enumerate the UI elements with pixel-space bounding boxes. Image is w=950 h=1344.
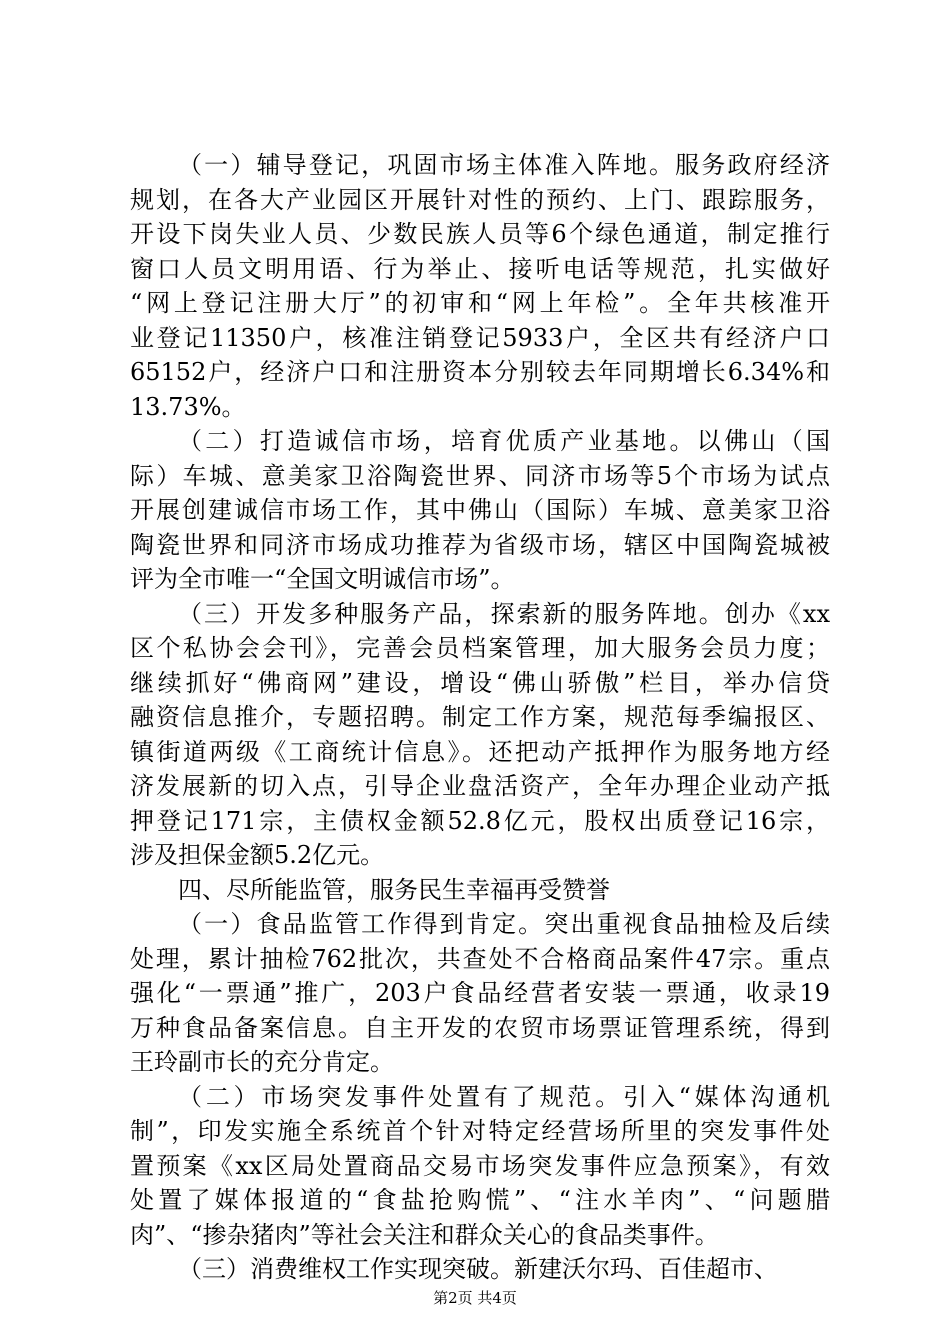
text-line: 万种食品备案信息。自主开发的农贸市场票证管理系统，得到 xyxy=(130,1013,830,1042)
text-line: 区个私协会会刊》，完善会员档案管理，加大服务会员力度； xyxy=(130,634,830,662)
paragraph xyxy=(130,1080,830,1253)
text-line: 继续抓好“佛商网”建设，增设“佛山骄傲”栏目，举办信贷 xyxy=(130,668,830,697)
document-body xyxy=(130,148,830,1287)
text-line: 开展创建诚信市场工作，其中佛山（国际）车城、意美家卫浴 xyxy=(130,496,830,524)
text-line: 押登记171宗，主债权金额52.8亿元，股权出质登记16宗， xyxy=(130,806,830,835)
text-line: “网上登记注册大厅”的初审和“网上年检”。全年共核准开 xyxy=(130,289,830,317)
text-line: （二）市场突发事件处置有了规范。引入“媒体沟通机 xyxy=(178,1082,830,1111)
text-line: 济发展新的切入点，引导企业盘活资产，全年办理企业动产抵 xyxy=(130,772,830,800)
text-line: 规划，在各大产业园区开展针对性的预约、上门、跟踪服务， xyxy=(130,185,830,214)
page-number-label: 第2页 共4页 xyxy=(433,1289,517,1307)
text-line: （三）消费维权工作实现突破。新建沃尔玛、百佳超市、 xyxy=(178,1255,778,1283)
text-line: （一）食品监管工作得到肯定。突出重视食品抽检及后续 xyxy=(178,910,830,938)
text-line: 强化“一票通”推广，203户食品经营者安装一票通，收录19 xyxy=(130,979,830,1007)
text-line: 65152户，经济户口和注册资本分别较去年同期增长6.34%和 xyxy=(130,358,830,386)
text-line: 镇街道两级《工商统计信息》。还把动产抵押作为服务地方经 xyxy=(130,737,830,766)
text-line: 处理，累计抽检762批次，共查处不合格商品案件47宗。重点 xyxy=(130,944,830,973)
text-line: 肉”、“掺杂猪肉”等社会关注和群众关心的食品类事件。 xyxy=(130,1220,719,1249)
paragraph xyxy=(130,597,830,873)
page-footer xyxy=(0,1287,950,1308)
text-line: 涉及担保金额5.2亿元。 xyxy=(130,841,385,869)
paragraph xyxy=(130,873,830,908)
text-line: 制”，印发实施全系统首个针对特定经营场所里的突发事件处 xyxy=(130,1117,830,1145)
text-line: 处置了媒体报道的“食盐抢购慌”、“注水羊肉”、“问题腊 xyxy=(130,1186,830,1214)
paragraph xyxy=(130,1252,830,1287)
text-line: 王玲副市长的充分肯定。 xyxy=(130,1048,394,1076)
text-line: 评为全市唯一“全国文明诚信市场”。 xyxy=(130,565,515,593)
text-line: 际）车城、意美家卫浴陶瓷世界、同济市场等5个市场为试点 xyxy=(130,461,830,490)
text-line: （三）开发多种服务产品，探索新的服务阵地。创办《xx xyxy=(178,599,830,628)
text-line: 融资信息推介，专题招聘。制定工作方案，规范每季编报区、 xyxy=(130,703,830,731)
text-line: 业登记11350户，核准注销登记5933户，全区共有经济户口 xyxy=(130,323,830,352)
paragraph xyxy=(130,907,830,1080)
text-line: 13.73%。 xyxy=(130,392,246,421)
paragraph xyxy=(130,424,830,597)
text-line: 窗口人员文明用语、行为举止、接听电话等规范，扎实做好 xyxy=(130,254,830,283)
text-line: 四、尽所能监管，服务民生幸福再受赞誉 xyxy=(178,875,610,904)
text-line: （二）打造诚信市场，培育优质产业基地。以佛山（国 xyxy=(178,427,830,455)
text-line: 置预案《xx区局处置商品交易市场突发事件应急预案》，有效 xyxy=(130,1151,830,1180)
paragraph xyxy=(130,148,830,424)
text-line: 开设下岗失业人员、少数民族人员等6个绿色通道，制定推行 xyxy=(130,220,830,248)
text-line: 陶瓷世界和同济市场成功推荐为省级市场，辖区中国陶瓷城被 xyxy=(130,530,830,559)
text-line: （一）辅导登记，巩固市场主体准入阵地。服务政府经济 xyxy=(178,151,830,179)
